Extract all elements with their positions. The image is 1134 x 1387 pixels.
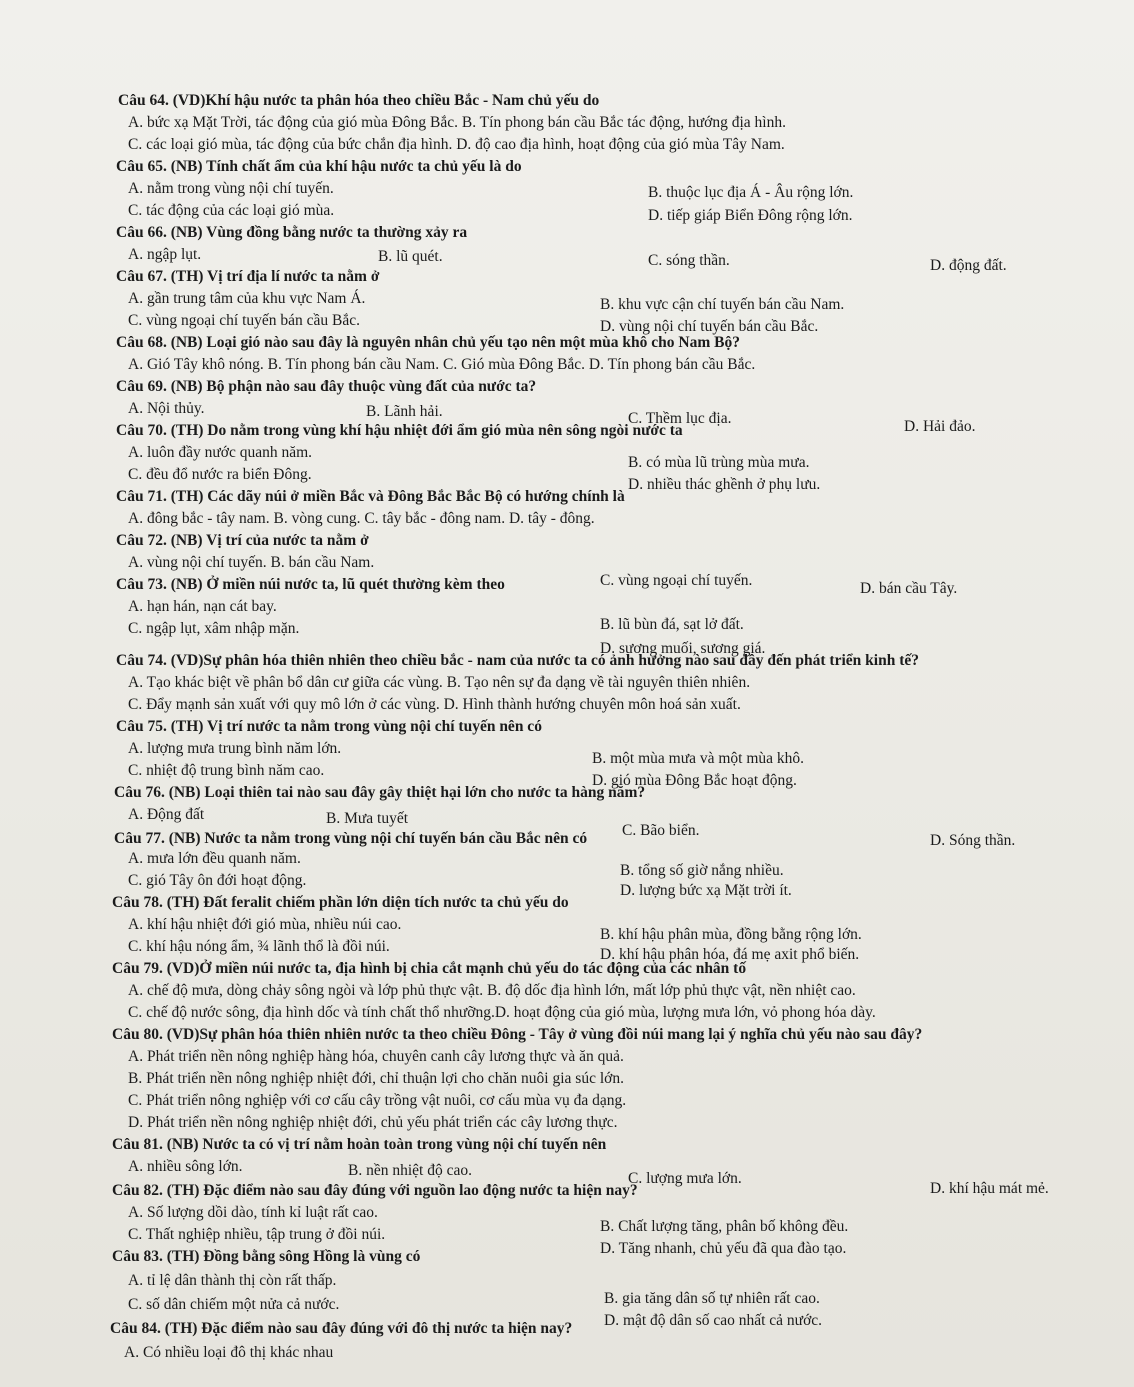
answer-option: D. Phát triển nền nông nghiệp nhiệt đới, chủ yếu phát triển các cây lương thực. (128, 1114, 618, 1131)
question-text: Câu 77. (NB) Nước ta nằm trong vùng nội chí tuyến bán cầu Bắc nên có (114, 830, 588, 847)
answer-option: D. sương muối, sương giá. (600, 640, 766, 657)
answer-option: A. Động đất (128, 806, 205, 823)
answer-option: A. chế độ mưa, dòng chảy sông ngòi và lớp phủ thực vật. B. độ dốc địa hình lớn, mất lớp phủ thực vật, nền nhiệt cao. (128, 982, 856, 999)
answer-option: D. Tăng nhanh, chủ yếu đã qua đào tạo. (600, 1240, 847, 1257)
question-text: Câu 73. (NB) Ở miền núi nước ta, lũ quét thường kèm theo (116, 576, 505, 593)
question-text: Câu 81. (NB) Nước ta có vị trí nằm hoàn toàn trong vùng nội chí tuyến nên (112, 1136, 607, 1153)
question-text: Câu 68. (NB) Loại gió nào sau đây là nguyên nhân chủ yếu tạo nên một mùa khô cho Nam Bộ? (116, 334, 740, 351)
question-text: Câu 65. (NB) Tính chất ẩm của khí hậu nước ta chủ yếu là do (116, 158, 522, 175)
answer-option: A. Phát triển nền nông nghiệp hàng hóa, chuyên canh cây lương thực và ăn quả. (128, 1048, 624, 1065)
question-text: Câu 67. (TH) Vị trí địa lí nước ta nằm ở (116, 268, 380, 285)
answer-option: B. lũ bùn đá, sạt lở đất. (600, 616, 744, 633)
answer-option: C. vùng ngoại chí tuyến bán cầu Bắc. (128, 312, 361, 329)
answer-option: A. Số lượng dồi dào, tính kỉ luật rất cao. (128, 1204, 378, 1221)
answer-option: D. nhiều thác ghềnh ở phụ lưu. (628, 476, 821, 493)
answer-option: C. gió Tây ôn đới hoạt động. (128, 872, 307, 889)
answer-option: A. tỉ lệ dân thành thị còn rất thấp. (128, 1272, 337, 1289)
answer-option: B. gia tăng dân số tự nhiên rất cao. (604, 1290, 820, 1307)
answer-option: C. tác động của các loại gió mùa. (128, 202, 335, 219)
answer-option: D. Hải đảo. (904, 418, 976, 435)
answer-option: D. vùng nội chí tuyến bán cầu Bắc. (600, 318, 819, 335)
answer-option: B. thuộc lục địa Á - Âu rộng lớn. (648, 184, 854, 201)
answer-option: C. Phát triển nông nghiệp với cơ cấu cây trồng vật nuôi, cơ cấu mùa vụ đa dạng. (128, 1092, 627, 1109)
answer-option: A. Nội thủy. (128, 400, 205, 417)
question-text: Câu 74. (VD)Sự phân hóa thiên nhiên theo chiều bắc - nam của nước ta có ảnh hưởng nào sau đây đến phát triển kinh tế? (116, 652, 919, 669)
answer-option: C. khí hậu nóng ẩm, ¾ lãnh thổ là đồi núi. (128, 938, 390, 955)
answer-option: B. lũ quét. (378, 248, 443, 265)
question-text: Câu 82. (TH) Đặc điểm nào sau đây đúng với nguồn lao động nước ta hiện nay? (112, 1182, 638, 1199)
answer-option: C. các loại gió mùa, tác động của bức chắn địa hình. D. độ cao địa hình, hoạt động của gió mùa Tây Nam. (128, 136, 785, 153)
answer-option: B. tổng số giờ nắng nhiều. (620, 862, 784, 879)
answer-option: D. bán cầu Tây. (860, 580, 958, 597)
answer-option: A. hạn hán, nạn cát bay. (128, 598, 277, 615)
answer-option: B. Mưa tuyết (326, 810, 409, 827)
question-text: Câu 84. (TH) Đặc điểm nào sau đây đúng với đô thị nước ta hiện nay? (110, 1320, 573, 1337)
answer-option: C. chế độ nước sông, địa hình dốc và tính chất thổ nhưỡng.D. hoạt động của gió mùa, lượng mưa lớn, vỏ phong hóa dày. (128, 1004, 876, 1021)
answer-option: C. ngập lụt, xâm nhập mặn. (128, 620, 300, 637)
answer-option: A. bức xạ Mặt Trời, tác động của gió mùa Đông Bắc. B. Tín phong bán cầu Bắc tác động, hướng địa hình. (128, 114, 786, 131)
answer-option: B. Lãnh hải. (366, 403, 443, 420)
answer-option: A. nằm trong vùng nội chí tuyến. (128, 180, 334, 197)
question-text: Câu 80. (VD)Sự phân hóa thiên nhiên nước ta theo chiều Đông - Tây ở vùng đồi núi mang lại ý nghĩa chủ yếu nào sau đây? (112, 1026, 923, 1043)
answer-option: B. Phát triển nền nông nghiệp nhiệt đới, chỉ thuận lợi cho chăn nuôi gia súc lớn. (128, 1070, 624, 1087)
answer-option: C. số dân chiếm một nửa cả nước. (128, 1296, 340, 1313)
answer-option: A. mưa lớn đều quanh năm. (128, 850, 301, 867)
question-text: Câu 79. (VD)Ở miền núi nước ta, địa hình bị chia cắt mạnh chủ yếu do tác động của các nhân tố (112, 960, 747, 977)
answer-option: B. nền nhiệt độ cao. (348, 1162, 472, 1179)
answer-option: C. Thềm lục địa. (628, 410, 732, 427)
question-text: Câu 76. (NB) Loại thiên tai nào sau đây gây thiệt hại lớn cho nước ta hàng năm? (114, 784, 646, 801)
answer-option: C. Đẩy mạnh sản xuất với quy mô lớn ở các vùng. D. Hình thành hướng chuyên môn hoá sản xuất. (128, 696, 741, 713)
answer-option: D. khí hậu phân hóa, đá mẹ axit phổ biến. (600, 946, 860, 963)
answer-option: A. Tạo khác biệt về phân bổ dân cư giữa các vùng. B. Tạo nên sự đa dạng về tài nguyên thiên nhiên. (128, 674, 751, 691)
question-text: Câu 71. (TH) Các dãy núi ở miền Bắc và Đông Bắc Bắc Bộ có hướng chính là (116, 488, 625, 505)
question-text: Câu 66. (NB) Vùng đồng bằng nước ta thường xảy ra (116, 224, 468, 241)
answer-option: B. Chất lượng tăng, phân bố không đều. (600, 1218, 849, 1235)
answer-option: D. gió mùa Đông Bắc hoạt động. (592, 772, 797, 789)
answer-option: B. một mùa mưa và một mùa khô. (592, 750, 805, 767)
answer-option: A. Gió Tây khô nóng. B. Tín phong bán cầu Nam. C. Gió mùa Đông Bắc. D. Tín phong bán cầu Bắc. (128, 356, 756, 373)
question-text: Câu 83. (TH) Đồng bằng sông Hồng là vùng có (112, 1248, 421, 1265)
answer-option: A. luôn đầy nước quanh năm. (128, 444, 313, 461)
answer-option: D. mật độ dân số cao nhất cả nước. (604, 1312, 823, 1329)
answer-option: B. có mùa lũ trùng mùa mưa. (628, 454, 810, 471)
question-text: Câu 75. (TH) Vị trí nước ta nằm trong vùng nội chí tuyến nên có (116, 718, 542, 735)
answer-option: D. Sóng thần. (930, 832, 1016, 849)
answer-option: A. gần trung tâm của khu vực Nam Á. (128, 290, 366, 307)
answer-option: A. nhiều sông lớn. (128, 1158, 243, 1175)
answer-option: C. sóng thần. (648, 252, 730, 269)
answer-option: C. nhiệt độ trung bình năm cao. (128, 762, 325, 779)
question-text: Câu 78. (TH) Đất feralit chiếm phần lớn diện tích nước ta chủ yếu do (112, 894, 569, 911)
answer-option: C. Bão biển. (622, 822, 700, 839)
answer-option: C. đều đổ nước ra biển Đông. (128, 466, 312, 483)
answer-option: B. khu vực cận chí tuyến bán cầu Nam. (600, 296, 845, 313)
answer-option: A. ngập lụt. (128, 246, 202, 263)
answer-option: D. động đất. (930, 257, 1007, 274)
answer-option: A. đông bắc - tây nam. B. vòng cung. C. tây bắc - đông nam. D. tây - đông. (128, 510, 595, 527)
answer-option: C. vùng ngoại chí tuyến. (600, 572, 753, 589)
answer-option: A. Có nhiều loại đô thị khác nhau (124, 1344, 334, 1361)
question-text: Câu 70. (TH) Do nằm trong vùng khí hậu nhiệt đới ẩm gió mùa nên sông ngòi nước ta (116, 422, 683, 439)
question-text: Câu 69. (NB) Bộ phận nào sau đây thuộc vùng đất của nước ta? (116, 378, 537, 395)
answer-option: D. lượng bức xạ Mặt trời ít. (620, 882, 792, 899)
answer-option: C. Thất nghiệp nhiều, tập trung ở đồi núi. (128, 1226, 386, 1243)
answer-option: C. lượng mưa lớn. (628, 1170, 742, 1187)
answer-option: A. lượng mưa trung bình năm lớn. (128, 740, 342, 757)
question-text: Câu 72. (NB) Vị trí của nước ta nằm ở (116, 532, 369, 549)
answer-option: D. khí hậu mát mẻ. (930, 1180, 1049, 1197)
answer-option: A. vùng nội chí tuyến. B. bán cầu Nam. (128, 554, 375, 571)
answer-option: D. tiếp giáp Biển Đông rộng lớn. (648, 207, 853, 224)
answer-option: A. khí hậu nhiệt đới gió mùa, nhiều núi cao. (128, 916, 402, 933)
question-text: Câu 64. (VD)Khí hậu nước ta phân hóa theo chiều Bắc - Nam chủ yếu do (118, 92, 600, 109)
answer-option: B. khí hậu phân mùa, đồng bằng rộng lớn. (600, 926, 862, 943)
